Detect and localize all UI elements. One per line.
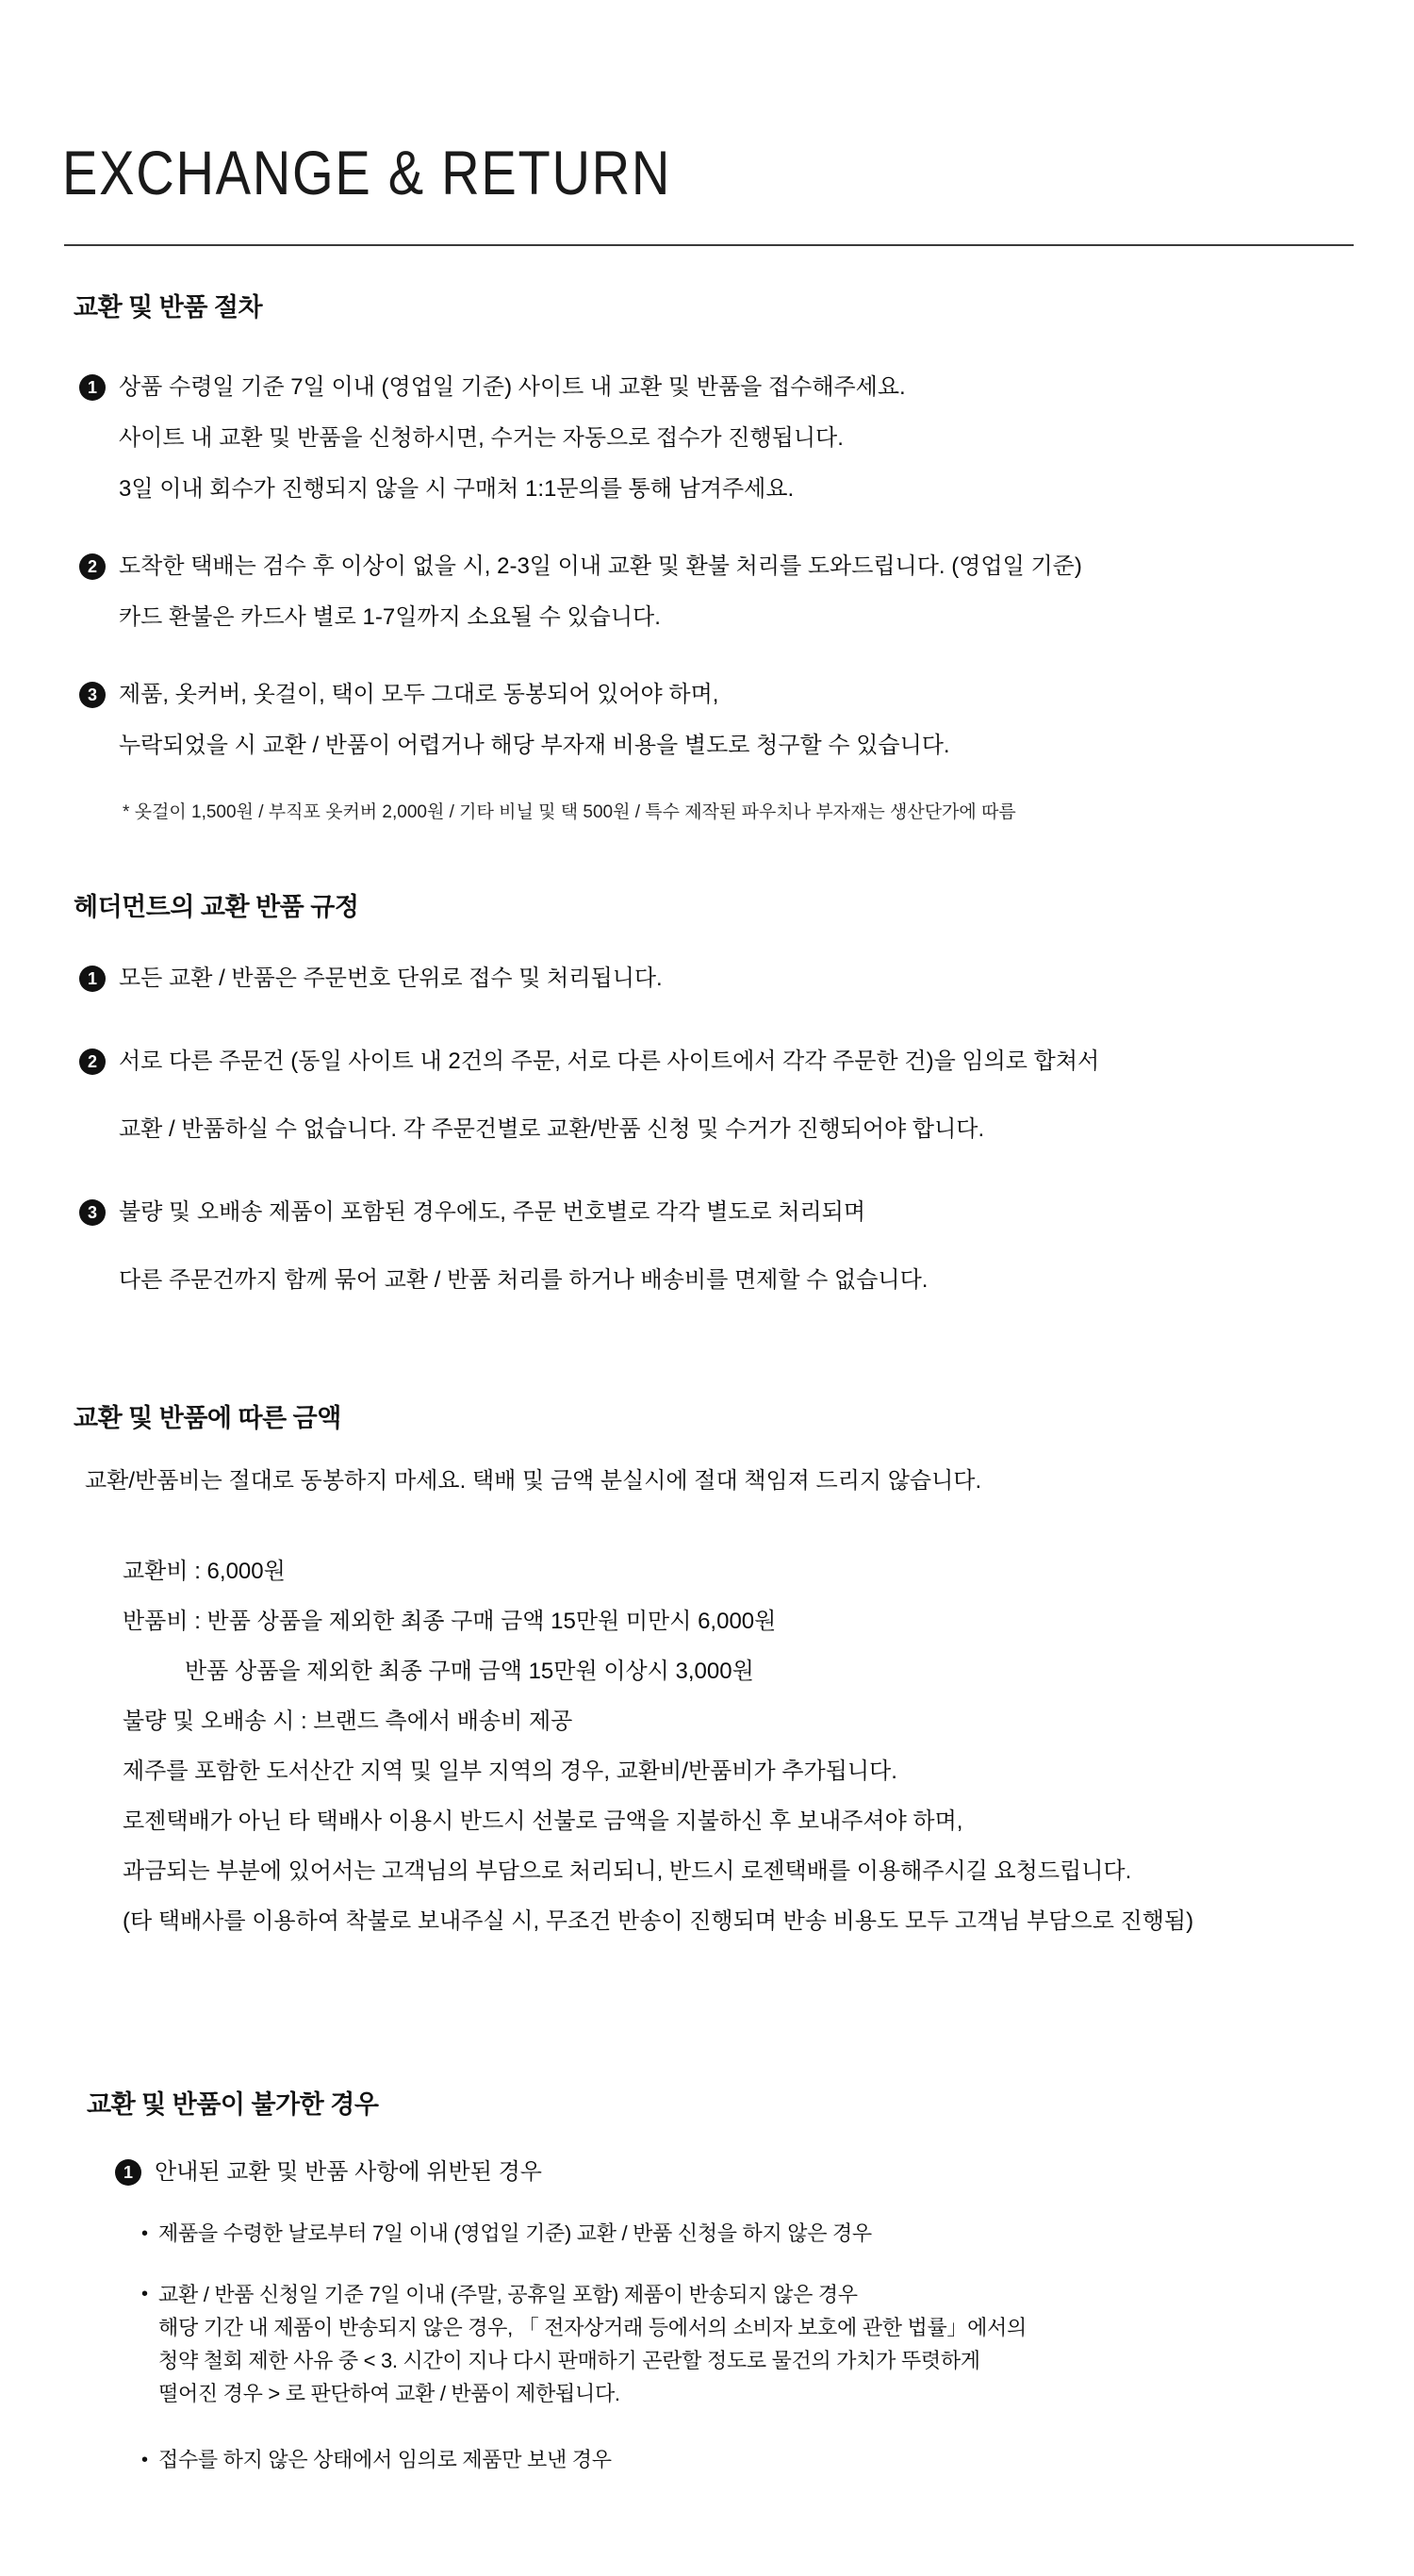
section-policy [0,892,1414,1329]
sub-bullet-line: 교환 / 반품 신청일 기준 7일 이내 (주말, 공휴일 포함) 제품이 반송되지 않은 경우 [158,2283,858,2306]
sub-bullet-line: 제품을 수령한 날로부터 7일 이내 (영업일 기준) 교환 / 반품 신청을 하지 않은 경우 [158,2221,872,2245]
numbered-bullet-icon [79,1199,106,1226]
list-item [0,669,1414,771]
numbered-bullet-icon [79,553,106,580]
bullet-line: 3일 이내 회수가 진행되지 않을 시 구매처 1:1문의를 통해 남겨주세요. [119,476,795,502]
sub-bullet [0,2220,1414,2248]
list-item [0,541,1414,643]
section-heading: 교환 및 반품 절차 [74,293,263,322]
bullet-line: 불량 및 오배송 제품이 포함된 경우에도, 주문 번호별로 각각 별도로 처리되며 [119,1199,866,1225]
bullet-lines [119,1179,928,1314]
section-restricted [0,2089,1414,2474]
bullet-line: 도착한 택배는 검수 후 이상이 없을 시, 2-3일 이내 교환 및 환불 처리를 도와드립니다. (영업일 기준) [119,553,1082,579]
list-item [0,362,1414,515]
bullet-list [0,362,1414,771]
sub-bullet-line: 해당 기간 내 제품이 반송되지 않은 경우, 「 전자상거래 등에서의 소비자 보호에 관한 법률」에서의 [158,2316,1027,2339]
fees-intro: 교환/반품비는 절대로 동봉하지 마세요. 택배 및 금액 분실시에 절대 책임져 드리지 않습니다. [85,1468,982,1494]
sub-bullet [0,2446,1414,2474]
bullet-line: 안내된 교환 및 반품 사항에 위반된 경우 [155,2159,542,2185]
sub-bullet-line: 접수를 하지 않은 상태에서 임의로 제품만 보낸 경우 [158,2448,612,2471]
bullet-lines [119,362,906,515]
list-item [0,1179,1414,1314]
fee-line: 반품 상품을 제외한 최종 구매 금액 15만원 이상시 3,000원 [185,1659,754,1684]
dot-bullet-icon: • [141,2450,149,2470]
numbered-bullet-icon [79,1049,106,1075]
section-heading: 헤더먼트의 교환 반품 규정 [74,893,359,921]
bullet-number: 1 [87,377,97,397]
bullet-number: 2 [87,556,97,576]
sub-bullet-lines [158,2220,872,2248]
sub-bullet-line: 떨어진 경우 > 로 판단하여 교환 / 반품이 제한됩니다. [158,2382,620,2405]
list-item [0,945,1414,1013]
section-procedure [0,292,1414,824]
sub-bullet-lines [158,2446,612,2474]
bullet-lines [119,669,950,771]
fee-line: 제주를 포함한 도서산간 지역 및 일부 지역의 경우, 교환비/반품비가 추가됩니다. [123,1759,897,1784]
section-fees [0,1403,1414,1946]
fee-line: 교환비 : 6,000원 [123,1559,286,1584]
bullet-number: 2 [87,1051,97,1071]
sub-bullet-lines [158,2278,1027,2410]
bullet-lines [119,945,663,1013]
bullet-list [0,945,1414,1314]
bullet-number: 1 [87,968,97,988]
fee-line: (타 택배사를 이용하여 착불로 보내주실 시, 무조건 반송이 진행되며 반송 비용도 모두 고객님 부담으로 진행됨) [123,1908,1194,1934]
fee-line: 로젠택배가 아닌 타 택배사 이용시 반드시 선불로 금액을 지불하신 후 보내주셔야 하며, [123,1808,963,1834]
fee-line: 반품비 : 반품 상품을 제외한 최종 구매 금액 15만원 미만시 6,000원 [123,1609,777,1634]
footnote: * 옷걸이 1,500원 / 부직포 옷커버 2,000원 / 기타 비닐 및 택 500원 / 특수 제작된 파우치나 부자재는 생산단가에 따름 [123,802,1016,822]
bullet-line: 교환 / 반품하실 수 없습니다. 각 주문건별로 교환/반품 신청 및 수거가 진행되어야 합니다. [119,1116,985,1142]
fee-line: 불량 및 오배송 시 : 브랜드 측에서 배송비 제공 [123,1709,573,1734]
numbered-bullet-icon [79,966,106,992]
section-heading: 교환 및 반품에 따른 금액 [74,1404,341,1432]
bullet-line: 사이트 내 교환 및 반품을 신청하시면, 수거는 자동으로 접수가 진행됩니다. [119,425,844,451]
sub-bullet-line: 청약 철회 제한 사유 중 < 3. 시간이 지나 다시 판매하기 곤란할 정도로 물건의 가치가 뚜렷하게 [158,2349,980,2372]
title-divider [64,244,1354,246]
fee-line: 과금되는 부분에 있어서는 고객님의 부담으로 처리되니, 반드시 로젠택배를 이용해주시길 요청드립니다. [123,1858,1132,1884]
bullet-line: 다른 주문건까지 함께 묶어 교환 / 반품 처리를 하거나 배송비를 면제할 수 없습니다. [119,1267,929,1293]
numbered-bullet-icon [79,374,106,401]
bullet-line: 카드 환불은 카드사 별로 1-7일까지 소요될 수 있습니다. [119,604,661,630]
numbered-bullet-icon [115,2159,141,2186]
list-item [0,2157,1414,2188]
section-heading: 교환 및 반품이 불가한 경우 [87,2090,379,2119]
dot-bullet-icon: • [141,2284,149,2304]
bullet-lines [119,1028,1099,1164]
bullet-number: 1 [123,2162,133,2182]
bullet-line: 제품, 옷커버, 옷걸이, 택이 모두 그대로 동봉되어 있어야 하며, [119,682,719,707]
bullet-line: 상품 수령일 기준 7일 이내 (영업일 기준) 사이트 내 교환 및 반품을 접수해주세요. [119,374,906,400]
fees-lines [0,1546,1414,1946]
list-item [0,1028,1414,1164]
bullet-number: 3 [87,685,97,704]
bullet-number: 3 [87,1202,97,1222]
bullet-line: 모든 교환 / 반품은 주문번호 단위로 접수 및 처리됩니다. [119,966,663,991]
bullet-lines [119,541,1082,643]
sub-bullet-list [0,2220,1414,2474]
bullet-line: 누락되었을 시 교환 / 반품이 어렵거나 해당 부자재 비용을 별도로 청구할 수 있습니다. [119,733,950,758]
dot-bullet-icon: • [141,2223,149,2244]
numbered-bullet-icon [79,682,106,708]
page-title: EXCHANGE & RETURN [62,138,672,207]
bullet-line: 서로 다른 주문건 (동일 사이트 내 2건의 주문, 서로 다른 사이트에서 각각 주문한 건)을 임의로 합쳐서 [119,1049,1100,1074]
sub-bullet [0,2278,1414,2410]
